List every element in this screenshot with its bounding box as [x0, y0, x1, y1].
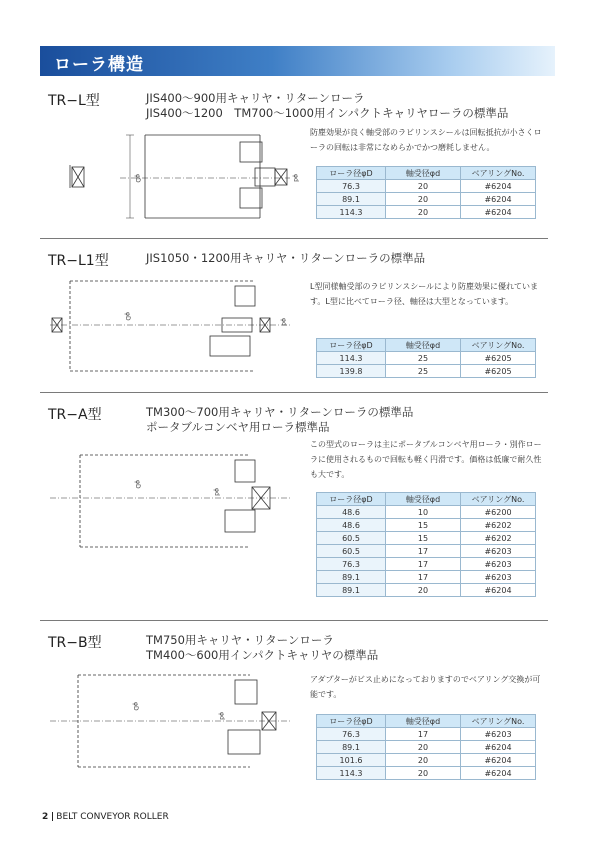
col-header: ベアリングNo. — [461, 493, 536, 506]
outer-diameter-label: φD — [134, 480, 141, 489]
shaft-diameter-label: φd — [292, 174, 299, 182]
page-title: ローラ構造 — [54, 55, 144, 75]
cell: 89.1 — [317, 193, 386, 206]
cell: 17 — [386, 571, 461, 584]
cell: 60.5 — [317, 532, 386, 545]
spec-table — [316, 166, 536, 219]
headline-line-1: JIS1050・1200用キャリヤ・リターンローラの標準品 — [146, 251, 426, 265]
cell: 15 — [386, 532, 461, 545]
col-header: 軸受径φd — [386, 715, 461, 728]
cell: #6205 — [461, 365, 536, 378]
table-row — [317, 728, 536, 741]
table-header-row — [317, 167, 536, 180]
section-tr-l1 — [40, 250, 548, 390]
table-row — [317, 571, 536, 584]
cell: #6203 — [461, 571, 536, 584]
shaft-diameter-label: φd — [213, 488, 220, 496]
outer-diameter-label: φD — [134, 174, 141, 183]
headline-line-2: JIS400〜1200 TM700〜1000用インパクトキャリヤローラの標準品 — [146, 106, 509, 120]
table-row — [317, 545, 536, 558]
description: アダプターがビス止めになっておりますのでベアリング交換が可能です。 — [310, 675, 541, 699]
page-title-bar — [40, 46, 555, 76]
table-header-row — [317, 493, 536, 506]
col-header: ローラ径φD — [317, 339, 386, 352]
page-footer — [42, 812, 169, 822]
table-row — [317, 506, 536, 519]
headline-line-2: TM400〜600用インパクトキャリヤの標準品 — [146, 648, 379, 662]
outer-diameter-label: φD — [124, 312, 131, 321]
table-header-row — [317, 339, 536, 352]
table-row — [317, 193, 536, 206]
headline-line-1: TM750用キャリヤ・リターンローラ — [146, 633, 334, 647]
section-divider — [40, 392, 548, 393]
cell: #6204 — [461, 767, 536, 780]
cell: 48.6 — [317, 506, 386, 519]
table-row — [317, 206, 536, 219]
cell: 101.6 — [317, 754, 386, 767]
cell: 20 — [386, 193, 461, 206]
cell: 25 — [386, 365, 461, 378]
headline-line-1: JIS400〜900用キャリヤ・リターンローラ — [146, 91, 365, 105]
cell: 114.3 — [317, 767, 386, 780]
roller-drawing-tr-b — [50, 672, 300, 772]
model-name: TR−L型 — [48, 93, 100, 109]
section-tr-l — [40, 90, 548, 230]
table-row — [317, 532, 536, 545]
cell: 139.8 — [317, 365, 386, 378]
cell: #6203 — [461, 558, 536, 571]
cell: #6200 — [461, 506, 536, 519]
table-header-row — [317, 715, 536, 728]
spec-table — [316, 492, 536, 597]
shaft-diameter-label: φd — [280, 318, 287, 326]
cell: 76.3 — [317, 558, 386, 571]
col-header: ベアリングNo. — [461, 715, 536, 728]
cell: #6204 — [461, 180, 536, 193]
cell: 17 — [386, 558, 461, 571]
col-header: ローラ径φD — [317, 493, 386, 506]
description: 防塵効果が良く軸受部のラビリンスシールは回転抵抗が小さくローラの回転は非常になめらかでかつ磨耗しません。 — [310, 128, 542, 152]
outer-diameter-label: φD — [132, 702, 139, 711]
section-tr-a — [40, 404, 548, 614]
col-header: 軸受径φd — [386, 339, 461, 352]
cell: #6204 — [461, 193, 536, 206]
cell: 76.3 — [317, 728, 386, 741]
model-name: TR−L1型 — [48, 253, 109, 269]
table-row — [317, 741, 536, 754]
model-name: TR−B型 — [48, 635, 102, 651]
headline-line-2: ポータブルコンベヤ用ローラ標準品 — [146, 420, 330, 434]
cell: 48.6 — [317, 519, 386, 532]
cell: #6204 — [461, 206, 536, 219]
col-header: ローラ径φD — [317, 715, 386, 728]
section-divider — [40, 238, 548, 239]
cell: 15 — [386, 519, 461, 532]
cell: 89.1 — [317, 741, 386, 754]
roller-drawing-tr-l1 — [50, 278, 300, 378]
description: L型同様軸受部のラビリンスシールにより防塵効果に優れています。L型に比べてローラ径、軸径は大型となっています。 — [310, 282, 539, 306]
cell: 76.3 — [317, 180, 386, 193]
cell: 20 — [386, 767, 461, 780]
cell: 20 — [386, 584, 461, 597]
cell: 60.5 — [317, 545, 386, 558]
table-row — [317, 180, 536, 193]
table-row — [317, 584, 536, 597]
cell: #6205 — [461, 352, 536, 365]
footer-text: BELT CONVEYOR ROLLER — [56, 812, 169, 822]
description: この型式のローラは主にポータブルコンベヤ用ローラ・別作ローラに使用されるもので回転も軽く円滑です。価格は低廉で耐久性も大です。 — [310, 440, 542, 479]
cell: #6204 — [461, 754, 536, 767]
cell: #6202 — [461, 532, 536, 545]
cell: #6203 — [461, 728, 536, 741]
cell: 10 — [386, 506, 461, 519]
model-name: TR−A型 — [48, 407, 102, 423]
cell: #6203 — [461, 545, 536, 558]
roller-drawing-tr-l — [50, 130, 300, 230]
section-tr-b — [40, 632, 548, 792]
cell: 20 — [386, 741, 461, 754]
table-row — [317, 519, 536, 532]
cell: 17 — [386, 545, 461, 558]
cell: #6202 — [461, 519, 536, 532]
table-row — [317, 558, 536, 571]
footer-divider — [52, 812, 53, 821]
col-header: ベアリングNo. — [461, 167, 536, 180]
col-header: ローラ径φD — [317, 167, 386, 180]
table-row — [317, 365, 536, 378]
cell: 20 — [386, 180, 461, 193]
cell: #6204 — [461, 584, 536, 597]
col-header: ベアリングNo. — [461, 339, 536, 352]
headline-line-1: TM300〜700用キャリヤ・リターンローラの標準品 — [146, 405, 414, 419]
section-divider — [40, 620, 548, 621]
cell: 20 — [386, 754, 461, 767]
roller-drawing-tr-a — [50, 452, 300, 552]
col-header: 軸受径φd — [386, 167, 461, 180]
shaft-diameter-label: φd — [218, 712, 225, 720]
cell: 17 — [386, 728, 461, 741]
col-header: 軸受径φd — [386, 493, 461, 506]
cell: #6204 — [461, 741, 536, 754]
table-row — [317, 767, 536, 780]
cell: 25 — [386, 352, 461, 365]
spec-table — [316, 714, 536, 780]
cell: 89.1 — [317, 571, 386, 584]
cell: 114.3 — [317, 206, 386, 219]
cell: 89.1 — [317, 584, 386, 597]
page-number: 2 — [42, 812, 49, 822]
cell: 20 — [386, 206, 461, 219]
spec-table — [316, 338, 536, 378]
table-row — [317, 754, 536, 767]
table-row — [317, 352, 536, 365]
cell: 114.3 — [317, 352, 386, 365]
